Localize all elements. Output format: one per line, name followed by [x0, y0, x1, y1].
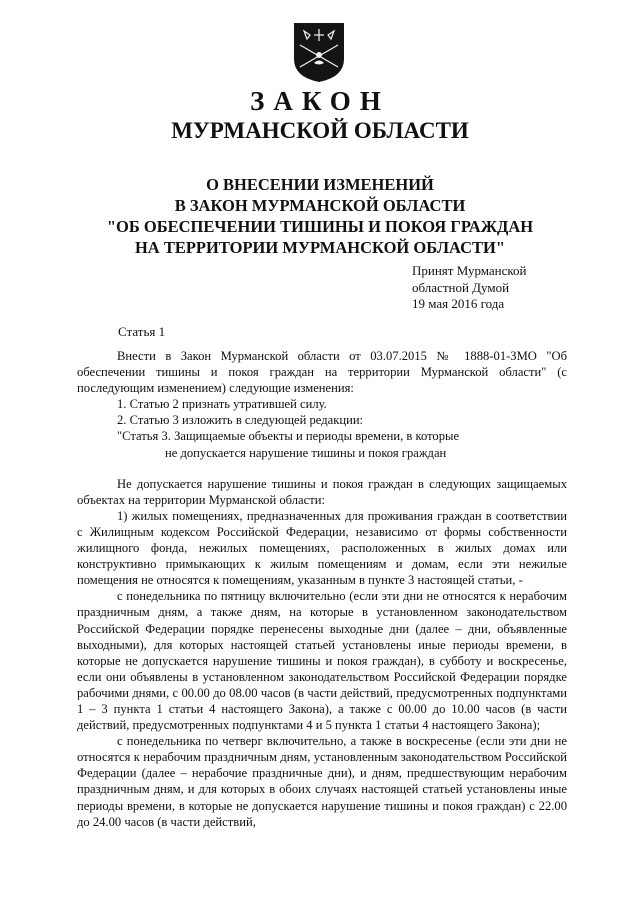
law-subject — [0, 174, 640, 258]
amendment-item: 2. Статью 3 изложить в следующей редакции: — [117, 413, 364, 428]
quoted-heading-line: "Статья 3. Защищаемые объекты и периоды времени, в которые — [117, 429, 460, 444]
murmansk-coat-of-arms-icon — [292, 21, 346, 83]
paragraph: Не допускается нарушение тишины и покоя граждан в следующих защищаемых объектах на территории Мурманской области: — [77, 476, 567, 507]
amendment-item: 1. Статью 2 признать утратившей силу. — [117, 397, 327, 412]
law-region-title: МУРМАНСКОЙ ОБЛАСТИ — [171, 118, 469, 143]
article-intro: Внести в Закон Мурманской области от 03.07.2015 № 1888-01-ЗМО "Об обеспечении тишины и покоя граждан на территории Мурманской области" (с последующим изменением) следующие изменения: — [77, 349, 567, 396]
adoption-line: Принят Мурманской — [412, 263, 527, 278]
article-body — [77, 348, 567, 830]
quoted-article-heading — [77, 428, 567, 460]
adoption-note — [412, 263, 527, 313]
paragraph: 1) жилых помещениях, предназначенных для проживания граждан в соответствии с Жилищным кодексом Российской Федерации, независимо от формы собственности жилищного фонда, нежилых помещениях, расположенных в жилых домах или конструктивно примыкающих к жилым помещениям и домам, если эти нежилые помещения не относятся к помещениям, указанным в пункте 3 настоящей статьи, - — [77, 508, 567, 588]
article-heading: Статья 1 — [118, 324, 166, 339]
subject-line: НА ТЕРРИТОРИИ МУРМАНСКОЙ ОБЛАСТИ" — [134, 238, 506, 257]
subject-line: "ОБ ОБЕСПЕЧЕНИИ ТИШИНЫ И ПОКОЯ ГРАЖДАН — [106, 217, 534, 236]
law-title: ЗАКОН — [250, 86, 390, 116]
paragraph: с понедельника по пятницу включительно (если эти дни не относятся к нерабочим праздничным дням, а также дням, на которые в установленном законодательством Российской Федерации порядке перенесены выходные дни (далее – дни, объявленные выходными), для которых настоящей статьей установлены иные периоды времени, в которые не допускается нарушение тишины и покоя граждан), в субботу и воскресенье, если они объявлены в установленном законодательством Российской Федерации порядке рабочими днями, с 00.00 до 08.00 часов (в части действий, предусмотренных подпунктами 1 – 3 пункта 1 статьи 4 настоящего Закона), а также с 00.00 до 10.00 часов (в части действий, предусмотренных подпунктами 4 и 5 пункта 1 статьи 4 настоящего Закона); — [77, 589, 567, 733]
paragraph: с понедельника по четверг включительно, а также в воскресенье (если эти дни не относятся к нерабочим праздничным дням, установленным законодательством Российской Федерации (далее – нерабочие праздничные дни), и дням, предшествующим нерабочим праздничным дням, и для которых в обоих случаях настоящей статьей установлены иные периоды времени, в которые не допускается нарушение тишины и покоя граждан) с 22.00 до 24.00 часов (в части действий, — [77, 734, 567, 829]
quoted-heading-line: не допускается нарушение тишины и покоя граждан — [165, 445, 447, 460]
subject-line: О ВНЕСЕНИИ ИЗМЕНЕНИЙ — [206, 175, 434, 194]
adoption-date: 19 мая 2016 года — [412, 296, 505, 311]
adoption-line: областной Думой — [412, 279, 510, 295]
subject-line: В ЗАКОН МУРМАНСКОЙ ОБЛАСТИ — [174, 196, 466, 215]
